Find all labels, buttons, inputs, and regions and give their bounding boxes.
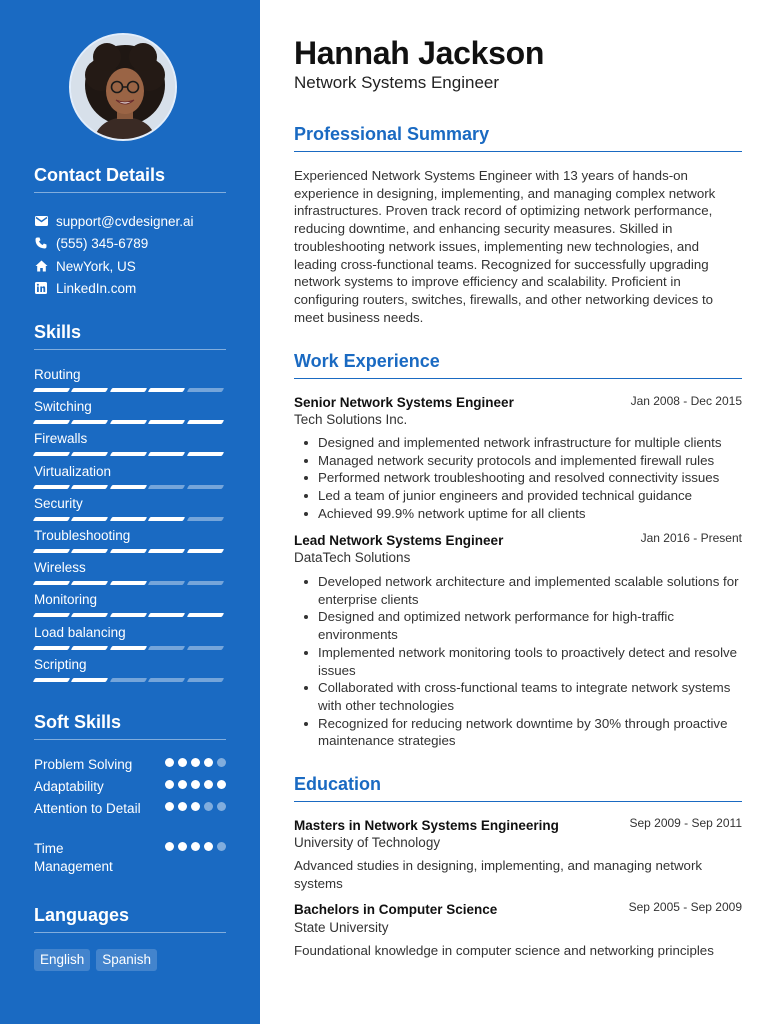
rating-dot <box>178 802 187 811</box>
rating-dot <box>204 780 213 789</box>
skill-level-segment <box>110 452 148 456</box>
soft-skill-item <box>34 778 226 796</box>
candidate-name: Hannah Jackson <box>294 35 545 71</box>
skill-level-segment <box>186 388 224 392</box>
job-title: Lead Network Systems Engineer <box>294 533 504 548</box>
job-dates: Jan 2008 - Dec 2015 <box>630 394 742 408</box>
list-item: Designed and implemented network infrastructure for multiple clients <box>318 434 742 452</box>
skill-level-segment <box>33 388 71 392</box>
skill-level-segment <box>186 549 224 553</box>
skill-level-segment <box>33 581 71 585</box>
skill-name: Load balancing <box>34 624 126 640</box>
linkedin-icon <box>34 281 48 295</box>
skill-level-bar <box>34 678 226 682</box>
job-dates: Jan 2016 - Present <box>640 531 742 545</box>
skill-level-segment <box>33 452 71 456</box>
skill-item <box>34 431 226 456</box>
avatar <box>71 35 177 141</box>
degree-dates: Sep 2005 - Sep 2009 <box>628 900 742 914</box>
skill-name: Monitoring <box>34 592 98 608</box>
skill-level-segment <box>71 452 109 456</box>
skill-level-segment <box>71 420 109 424</box>
skill-level-bar <box>34 549 226 553</box>
skill-level-segment <box>71 388 109 392</box>
list-item: Developed network architecture and implemented scalable solutions for enterprise clients <box>318 573 742 608</box>
skill-level-segment <box>148 452 186 456</box>
skill-name: Troubleshooting <box>34 528 131 543</box>
skill-name: Virtualization <box>34 463 112 479</box>
soft-skill-rating <box>165 842 226 851</box>
soft-skill-item <box>34 756 226 774</box>
skill-level-bar <box>34 420 226 424</box>
degree-description: Advanced studies in designing, implementing, and managing network systems <box>294 858 703 891</box>
skill-level-bar <box>34 613 226 617</box>
skill-level-segment <box>186 678 224 682</box>
school-name: University of Technology <box>294 835 441 850</box>
contact-phone-text: (555) 345-6789 <box>56 235 149 251</box>
language-tag: Spanish <box>96 949 157 971</box>
degree-title: Bachelors in Computer Science <box>294 902 498 917</box>
soft-skill-rating <box>165 780 226 789</box>
skill-item <box>34 560 226 585</box>
skill-level-segment <box>186 646 224 650</box>
list-item: Performed network troubleshooting and resolved connectivity issues <box>318 469 742 487</box>
rating-dot <box>217 780 226 789</box>
language-tag: English <box>34 949 90 971</box>
contact-heading: Contact Details <box>34 165 226 193</box>
rating-dot <box>204 802 213 811</box>
languages-list <box>34 949 157 971</box>
rating-dot <box>178 758 187 767</box>
sidebar <box>0 0 260 1024</box>
skill-item <box>34 399 226 424</box>
skill-name: Routing <box>34 367 81 382</box>
skill-level-segment <box>33 517 71 521</box>
list-item: Recognized for reducing network downtime by 30% through proactive maintenance strategies <box>318 715 742 750</box>
degree-title: Masters in Network Systems Engineering <box>294 818 559 833</box>
skill-level-segment <box>148 388 186 392</box>
rating-dot <box>191 780 200 789</box>
skill-level-segment <box>148 420 186 424</box>
contact-location <box>34 257 136 275</box>
rating-dot <box>204 842 213 851</box>
skill-level-segment <box>148 646 186 650</box>
candidate-title: Network Systems Engineer <box>294 73 500 92</box>
soft-skill-rating <box>165 802 226 811</box>
home-icon <box>34 259 48 273</box>
skill-item <box>34 528 226 553</box>
rating-dot <box>191 842 200 851</box>
skill-level-segment <box>71 517 109 521</box>
skill-level-bar <box>34 581 226 585</box>
skill-level-bar <box>34 485 226 489</box>
job-bullets <box>318 573 742 750</box>
soft-skill-item <box>34 840 226 875</box>
rating-dot <box>178 780 187 789</box>
skill-level-segment <box>33 420 71 424</box>
skill-level-segment <box>148 549 186 553</box>
job-title: Senior Network Systems Engineer <box>294 395 514 410</box>
skill-level-segment <box>110 646 148 650</box>
rating-dot <box>217 842 226 851</box>
rating-dot <box>191 758 200 767</box>
degree-description: Foundational knowledge in computer science and networking principles <box>294 943 714 958</box>
list-item: Led a team of junior engineers and provided technical guidance <box>318 487 742 505</box>
phone-icon <box>34 236 48 250</box>
rating-dot <box>217 802 226 811</box>
skill-level-segment <box>110 613 148 617</box>
skill-level-segment <box>110 678 148 682</box>
degree-dates: Sep 2009 - Sep 2011 <box>629 816 742 830</box>
skill-name: Switching <box>34 399 92 415</box>
skill-level-segment <box>33 549 71 553</box>
skill-level-segment <box>110 581 148 585</box>
job-company: Tech Solutions Inc. <box>294 412 408 427</box>
contact-phone[interactable] <box>34 234 148 252</box>
skill-level-segment <box>148 613 186 617</box>
rating-dot <box>165 842 174 851</box>
contact-location-text: NewYork, US <box>56 258 136 274</box>
skill-item <box>34 496 226 521</box>
skill-level-segment <box>71 646 109 650</box>
rating-dot <box>191 802 200 811</box>
skill-level-segment <box>148 485 186 489</box>
summary-heading: Professional Summary <box>294 124 742 152</box>
skill-level-segment <box>33 613 71 617</box>
list-item: Managed network security protocols and implemented firewall rules <box>318 452 742 470</box>
skill-name: Security <box>34 495 83 511</box>
rating-dot <box>165 758 174 767</box>
skill-level-segment <box>71 613 109 617</box>
list-item: Achieved 99.9% network uptime for all clients <box>318 505 742 523</box>
skill-level-segment <box>186 581 224 585</box>
list-item: Collaborated with cross-functional teams to integrate network systems with other technologies <box>318 679 742 714</box>
skill-level-segment <box>148 517 186 521</box>
skill-level-bar <box>34 388 226 392</box>
skill-level-segment <box>110 388 148 392</box>
envelope-icon <box>34 214 48 228</box>
contact-email-text: support@cvdesigner.ai <box>56 213 194 229</box>
education-heading: Education <box>294 774 742 802</box>
contact-email[interactable] <box>34 212 194 230</box>
soft-skill-name: Time Management <box>34 841 113 874</box>
soft-skill-name: Attention to Detail <box>34 801 141 816</box>
rating-dot <box>165 802 174 811</box>
contact-linkedin[interactable] <box>34 279 136 297</box>
summary-text: Experienced Network Systems Engineer with 13 years of hands-on experience in designing, implementing, and managing complex network infrastructures. Proven track record of optimizing network performance, reducing downtime, and enhancing security measures. Skilled in troubleshooting network issues, implementing new technologies, and leading cross-functional teams. Recognized for successfully upgrading network systems to improve efficiency and scalability. Proficient in configuring routers, switches, firewalls, and other networking devices to meet business needs. <box>294 168 716 325</box>
list-item: Designed and optimized network performance for high-traffic environments <box>318 608 742 643</box>
skill-level-segment <box>186 420 224 424</box>
skill-level-segment <box>33 485 71 489</box>
rating-dot <box>178 842 187 851</box>
school-name: State University <box>294 920 389 935</box>
list-item: Implemented network monitoring tools to proactively detect and resolve issues <box>318 644 742 679</box>
skills-heading: Skills <box>34 322 226 350</box>
soft-skill-name: Adaptability <box>34 779 104 794</box>
skill-level-segment <box>110 517 148 521</box>
skill-level-segment <box>33 646 71 650</box>
skill-level-bar <box>34 517 226 521</box>
job-company: DataTech Solutions <box>294 550 411 565</box>
skill-name: Wireless <box>34 560 86 576</box>
skill-item <box>34 592 226 617</box>
profile-photo <box>69 33 177 141</box>
experience-heading: Work Experience <box>294 351 742 379</box>
skill-level-segment <box>186 485 224 489</box>
job-bullets <box>318 434 742 523</box>
skill-item <box>34 657 226 682</box>
skill-level-segment <box>71 485 109 489</box>
skill-level-segment <box>71 678 109 682</box>
skill-level-bar <box>34 452 226 456</box>
soft-skills-heading: Soft Skills <box>34 712 226 740</box>
skill-level-segment <box>71 549 109 553</box>
skill-level-bar <box>34 646 226 650</box>
soft-skill-name: Problem Solving <box>34 757 133 772</box>
skill-level-segment <box>148 678 186 682</box>
skill-name: Firewalls <box>34 431 88 447</box>
skill-name: Scripting <box>34 656 87 672</box>
rating-dot <box>204 758 213 767</box>
skill-level-segment <box>110 485 148 489</box>
contact-linkedin-text: LinkedIn.com <box>56 280 137 296</box>
skill-level-segment <box>110 549 148 553</box>
rating-dot <box>165 780 174 789</box>
skill-level-segment <box>110 420 148 424</box>
skill-level-segment <box>148 581 186 585</box>
rating-dot <box>217 758 226 767</box>
skill-level-segment <box>186 613 224 617</box>
languages-heading: Languages <box>34 905 226 933</box>
skill-level-segment <box>71 581 109 585</box>
skill-level-segment <box>33 678 71 682</box>
soft-skill-rating <box>165 758 226 767</box>
skill-level-segment <box>186 517 224 521</box>
soft-skill-item <box>34 800 226 818</box>
skill-item <box>34 464 226 489</box>
skill-level-segment <box>186 452 224 456</box>
skill-item <box>34 625 226 650</box>
skill-item <box>34 367 226 392</box>
